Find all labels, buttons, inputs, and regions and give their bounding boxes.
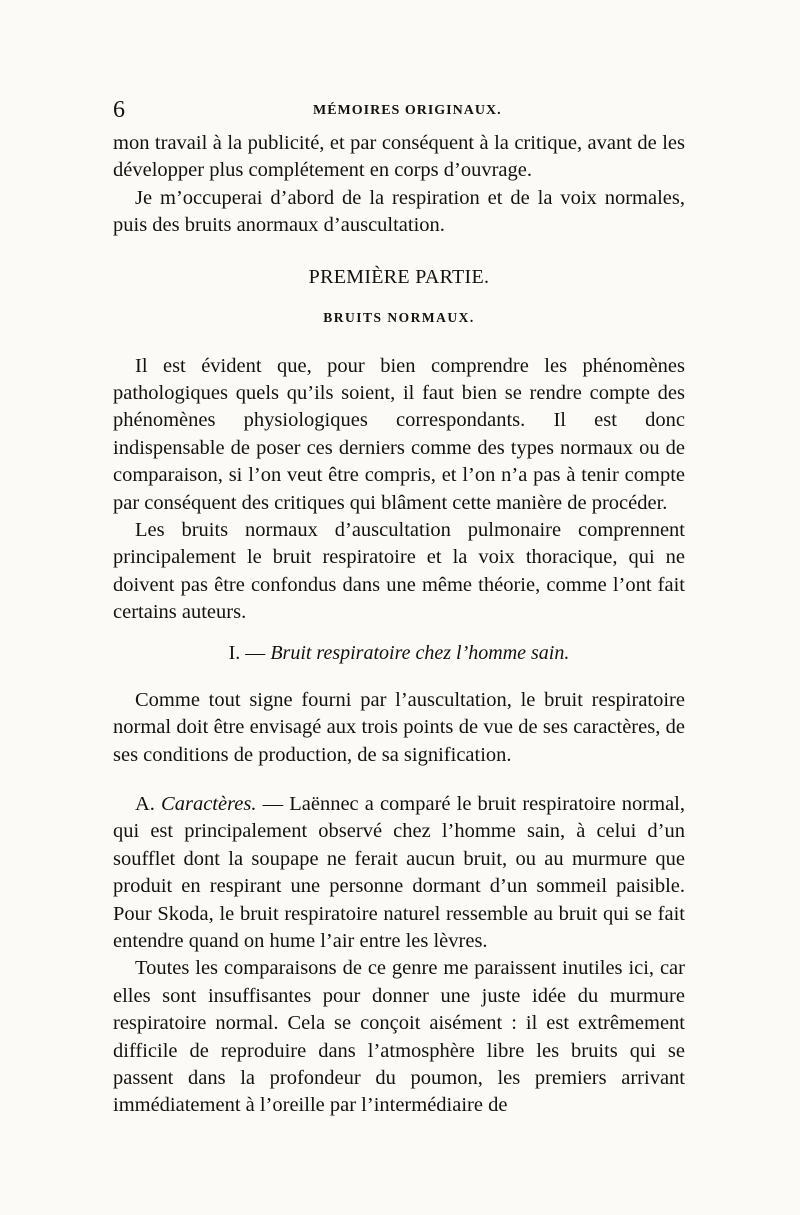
paragraph-introduction: Il est évident que, pour bien comprendre les phénomènes pathologiques quels qu’ils soient, il faut bien se rendre compte des phénomènes physiologiques correspondants. Il est donc indispensable de poser ces derniers comme des types normaux ou de comparaison, si l’on veut être compris, et l’on n’a pas à tenir compte par conséquent des critiques qui blâment cette manière de procéder. [113, 354, 685, 514]
subsection-title: Bruit respiratoire chez l’homme sain. [270, 641, 570, 664]
paragraph-normal-sounds: Les bruits normaux d’auscultation pulmonaire comprennent principalement le bruit respiratoire et la voix thoracique, qui ne doivent pas être confondus dans une même théorie, comme l’ont fait certains auteurs. [113, 519, 685, 624]
paragraph-characters-text: — Laënnec a comparé le bruit respiratoire normal, qui est principalement observé chez l’homme sain, à celui d’un soufflet dont la soupape ne ferait aucun bruit, ou au murmure que produit en respirant une personne dormant d’un sommeil paisible. Pour Skoda, le bruit respiratoire naturel ressemble au bruit qui se fait entendre quand on hume l’air entre les lèvres. [113, 792, 685, 952]
page-body [113, 130, 685, 1120]
page-number: 6 [113, 97, 125, 123]
subsection-heading [113, 641, 685, 665]
paragraph-auscultation-sign: Comme tout signe fourni par l’auscultation, le bruit respiratoire normal doit être envisagé aux trois points de vue de ses caractères, de ses conditions de production, de sa signification. [113, 688, 685, 766]
section-title: BRUITS NORMAUX. [323, 309, 475, 325]
paragraph-continued: mon travail à la publicité, et par conséquent à la critique, avant de les développer plus complétement en corps d’ouvrage. [113, 132, 685, 182]
paragraph-comparisons: Toutes les comparaisons de ce genre me paraissent inutiles ici, car elles sont insuffisantes pour donner une juste idée du murmure respiratoire normal. Cela se conçoit aisément : il est extrêmement difficile de reproduire dans l’atmosphère libre les bruits qui se passent dans la profondeur du poumon, les premiers arrivant immédiatement à l’oreille par l’intermédiaire de [113, 957, 685, 1117]
paragraph-plan: Je m’occuperai d’abord de la respiration et de la voix normales, puis des bruits anormaux d’auscultation. [113, 186, 685, 237]
paragraph-label-prefix: A. [135, 792, 162, 815]
part-title: PREMIÈRE PARTIE. [308, 265, 490, 288]
paragraph-characters [113, 791, 685, 955]
running-title: MÉMOIRES ORIGINAUX. [313, 103, 502, 118]
subsection-number: I. — [228, 641, 271, 664]
paragraph-label: Caractères. [161, 792, 257, 815]
running-header [113, 97, 685, 123]
